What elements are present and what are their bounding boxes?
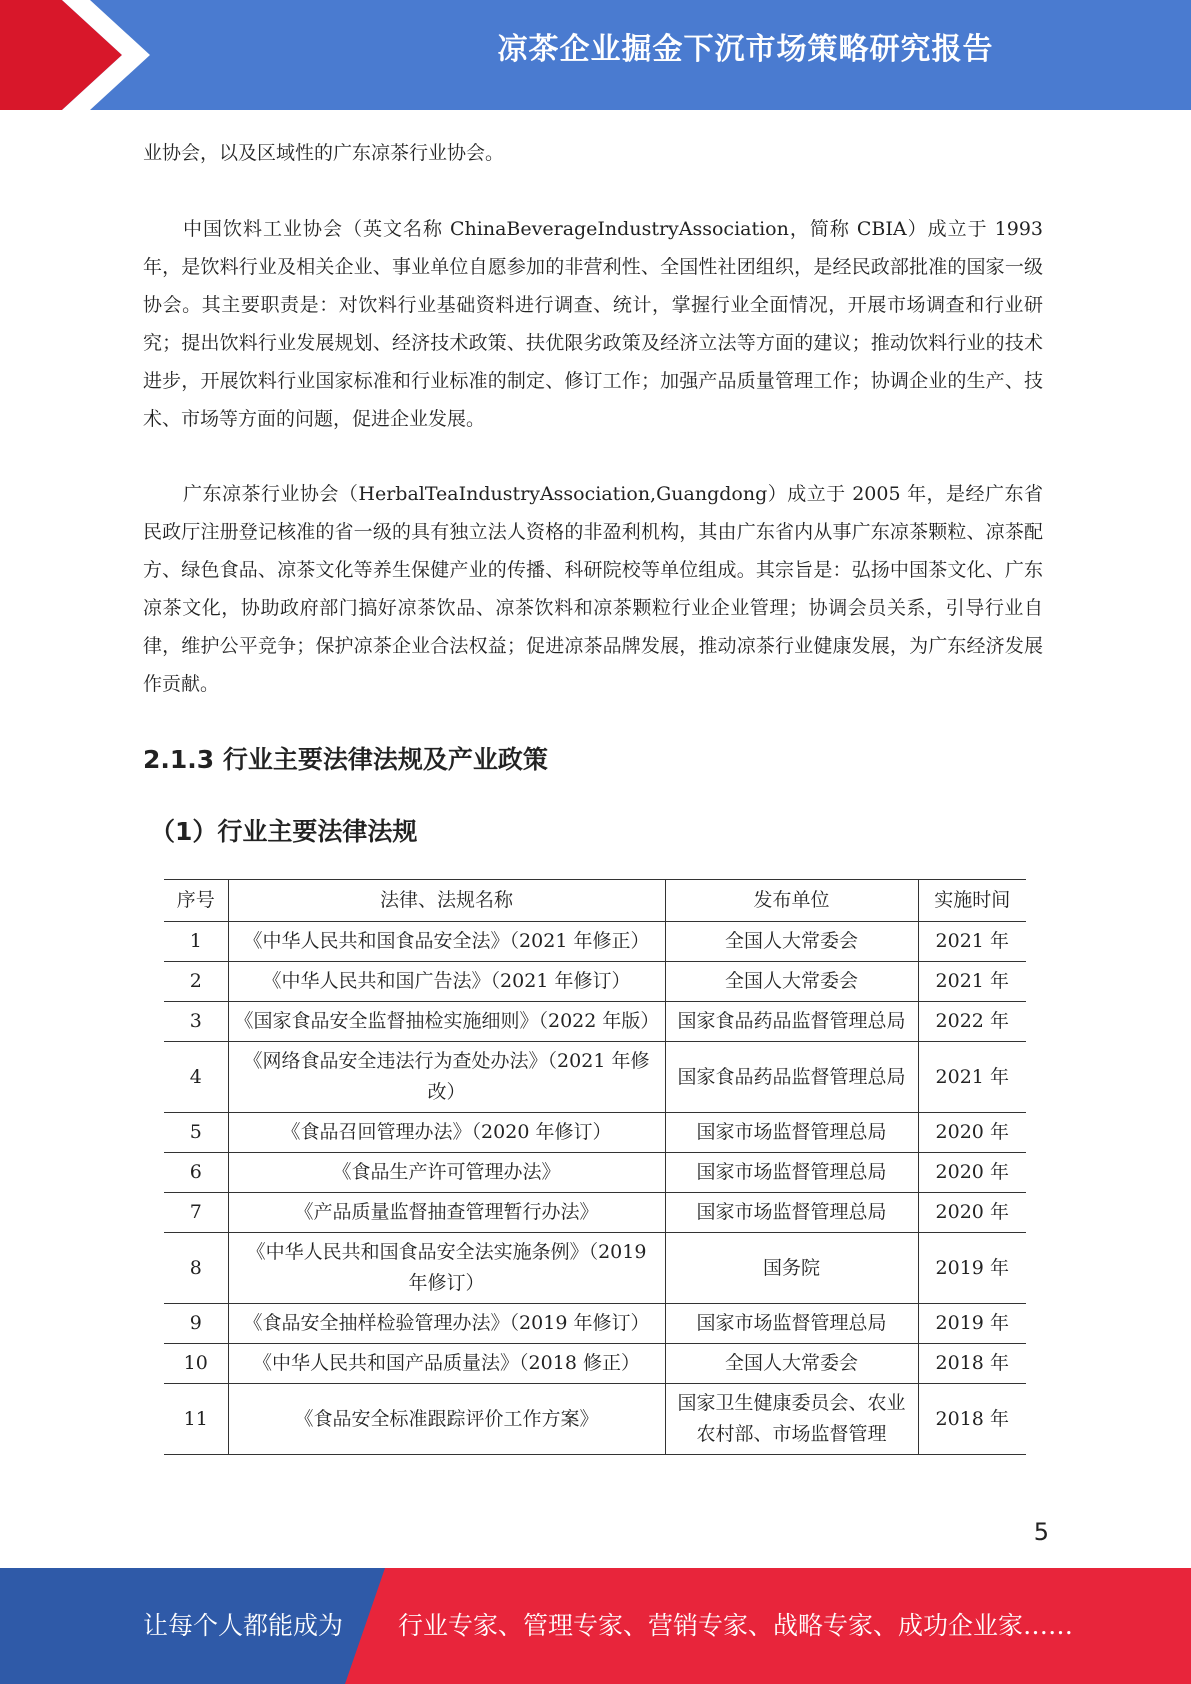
law-name: 《食品召回管理办法》（2020 年修订）	[228, 1113, 665, 1153]
issuer: 全国人大常委会	[665, 1344, 918, 1384]
page-footer	[0, 1568, 1191, 1684]
law-name: 《中华人民共和国食品安全法实施条例》（2019 年修订）	[228, 1233, 665, 1304]
row-index: 7	[164, 1193, 228, 1233]
row-index: 1	[164, 922, 228, 962]
row-index: 2	[164, 962, 228, 1002]
effective-year: 2019 年	[918, 1233, 1026, 1304]
table-row	[164, 1304, 1026, 1344]
row-index: 11	[164, 1384, 228, 1455]
report-title: 凉茶企业掘金下沉市场策略研究报告	[497, 32, 994, 67]
effective-year: 2021 年	[918, 922, 1026, 962]
table-row	[164, 1113, 1026, 1153]
footer-slogan-right: 行业专家、管理专家、营销专家、战略专家、成功企业家……	[398, 1611, 1074, 1640]
page-header	[0, 0, 1191, 110]
issuer: 国家食品药品监督管理总局	[665, 1002, 918, 1042]
table-header-row	[164, 880, 1026, 922]
issuer: 国家市场监督管理总局	[665, 1193, 918, 1233]
table-row	[164, 1042, 1026, 1113]
issuer: 全国人大常委会	[665, 962, 918, 1002]
law-table-container	[164, 879, 1026, 1508]
law-name: 《中华人民共和国食品安全法》（2021 年修正）	[228, 922, 665, 962]
column-header-issuer: 发布单位	[665, 880, 918, 922]
table-row	[164, 1384, 1026, 1455]
paragraph-cbia: 中国饮料工业协会（英文名称 ChinaBeverageIndustryAssociation，简称 CBIA）成立于 1993 年，是饮料行业及相关企业、事业单位自愿参加的非营利性、全国性社团组织，是经民政部批准的国家一级协会。其主要职责是：对饮料行业基础资料进行调查、统计，掌握行业全面情况，开展市场调查和行业研究；提出饮料行业发展规划、经济技术政策、扶优限劣政策及经济立法等方面的建议；推动饮料行业的技术进步，开展饮料行业国家标准和行业标准的制定、修订工作；加强产品质量管理工作；协调企业的生产、技术、市场等方面的问题，促进企业发展。	[143, 218, 1043, 430]
effective-year: 2020 年	[918, 1113, 1026, 1153]
law-name: 《国家食品安全监督抽检实施细则》（2022 年版）	[228, 1002, 665, 1042]
issuer: 国家食品药品监督管理总局	[665, 1042, 918, 1113]
column-header-name: 法律、法规名称	[228, 880, 665, 922]
table-row	[164, 962, 1026, 1002]
effective-year: 2020 年	[918, 1153, 1026, 1193]
issuer: 国务院	[665, 1233, 918, 1304]
row-index: 3	[164, 1002, 228, 1042]
row-index: 4	[164, 1042, 228, 1113]
issuer: 国家市场监督管理总局	[665, 1113, 918, 1153]
issuer: 国家市场监督管理总局	[665, 1304, 918, 1344]
law-name: 《食品安全抽样检验管理办法》（2019 年修订）	[228, 1304, 665, 1344]
table-row	[164, 1193, 1026, 1233]
effective-year: 2021 年	[918, 1042, 1026, 1113]
paragraph-herbal-tea-association: 广东凉茶行业协会（HerbalTeaIndustryAssociation,Guangdong）成立于 2005 年，是经广东省民政厅注册登记核准的省一级的具有独立法人资格的非盈利机构，其由广东省内从事广东凉茶颗粒、凉茶配方、绿色食品、凉茶文化等养生保健产业的传播、科研院校等单位组成。其宗旨是：弘扬中国茶文化、广东凉茶文化，协助政府部门搞好凉茶饮品、凉茶饮料和凉茶颗粒行业企业管理；协调会员关系，引导行业自律，维护公平竞争；保护凉茶企业合法权益；促进凉茶品牌发展，推动凉茶行业健康发展，为广东经济发展作贡献。	[143, 483, 1043, 695]
law-name: 《食品生产许可管理办法》	[228, 1153, 665, 1193]
column-header-date: 实施时间	[918, 880, 1026, 922]
column-header-index: 序号	[164, 880, 228, 922]
row-index: 6	[164, 1153, 228, 1193]
section-heading: 2.1.3 行业主要法律法规及产业政策	[143, 745, 548, 774]
table-row	[164, 922, 1026, 962]
page-number: 5	[1033, 1518, 1049, 1546]
effective-year: 2018 年	[918, 1344, 1026, 1384]
effective-year: 2022 年	[918, 1002, 1026, 1042]
row-index: 5	[164, 1113, 228, 1153]
paragraph-continuation: 业协会，以及区域性的广东凉茶行业协会。	[143, 142, 505, 164]
law-table	[164, 879, 1026, 1455]
issuer: 全国人大常委会	[665, 922, 918, 962]
issuer: 国家卫生健康委员会、农业农村部、市场监督管理	[665, 1384, 918, 1455]
law-name: 《产品质量监督抽查管理暂行办法》	[228, 1193, 665, 1233]
effective-year: 2019 年	[918, 1304, 1026, 1344]
row-index: 10	[164, 1344, 228, 1384]
effective-year: 2021 年	[918, 962, 1026, 1002]
law-name: 《食品安全标准跟踪评价工作方案》	[228, 1384, 665, 1455]
law-name: 《中华人民共和国产品质量法》（2018 修正）	[228, 1344, 665, 1384]
issuer: 国家市场监督管理总局	[665, 1153, 918, 1193]
table-row	[164, 1233, 1026, 1304]
effective-year: 2018 年	[918, 1384, 1026, 1455]
law-name: 《中华人民共和国广告法》（2021 年修订）	[228, 962, 665, 1002]
row-index: 9	[164, 1304, 228, 1344]
law-name: 《网络食品安全违法行为查处办法》（2021 年修改）	[228, 1042, 665, 1113]
table-row	[164, 1002, 1026, 1042]
footer-slogan-left: 让每个人都能成为	[143, 1611, 344, 1640]
table-row	[164, 1344, 1026, 1384]
effective-year: 2020 年	[918, 1193, 1026, 1233]
table-row	[164, 1153, 1026, 1193]
row-index: 8	[164, 1233, 228, 1304]
subsection-heading: （1）行业主要法律法规	[150, 817, 418, 846]
